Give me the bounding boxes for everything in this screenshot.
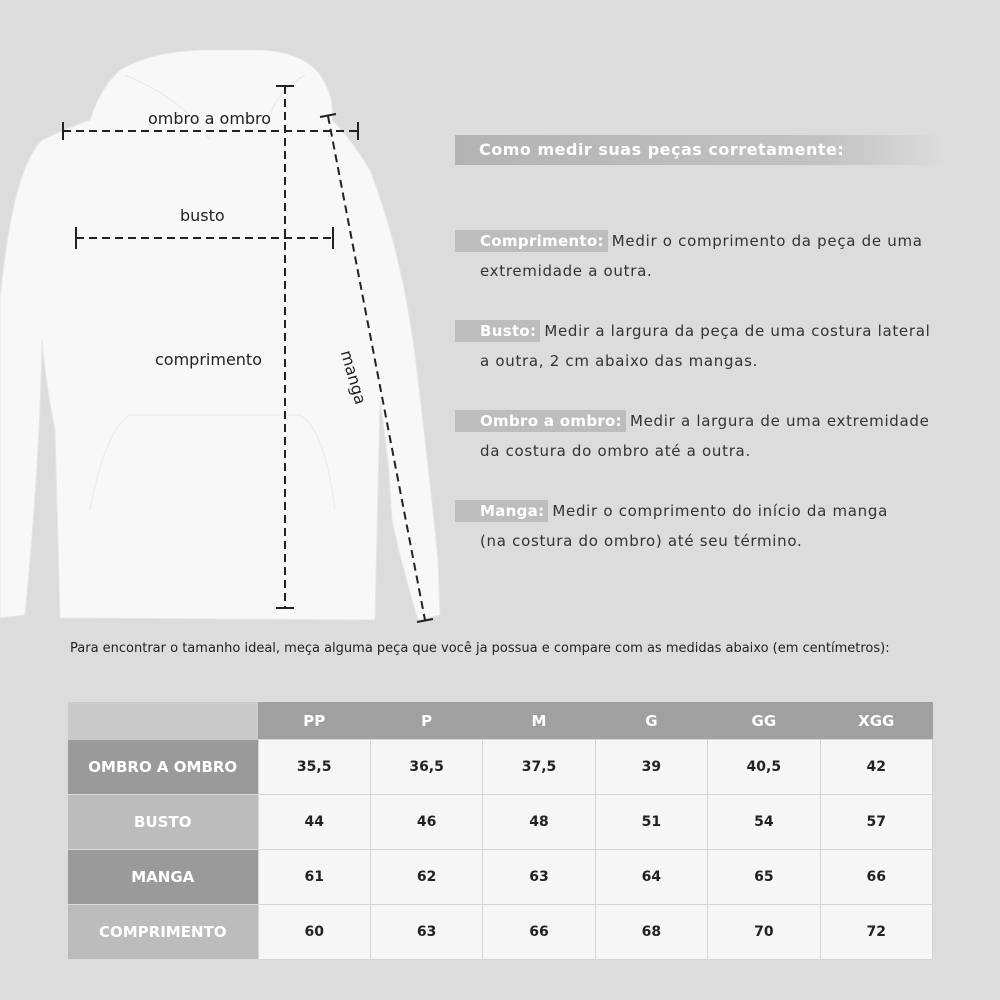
guide-text-cont: (na costura do ombro) até seu término.	[480, 532, 803, 550]
table-cell: 39	[595, 740, 707, 795]
shoulder-label: ombro a ombro	[148, 109, 272, 128]
row-label: MANGA	[68, 849, 258, 904]
table-cell: 37,5	[483, 740, 595, 795]
table-cell: 66	[820, 849, 932, 904]
table-row	[68, 849, 933, 904]
table-cell: 63	[370, 904, 482, 959]
size-header: M	[483, 702, 595, 740]
bust-label: busto	[180, 206, 225, 225]
guide-text-cont: da costura do ombro até a outra.	[480, 442, 751, 460]
table-row	[68, 904, 933, 959]
guide-term: Busto:	[455, 320, 540, 342]
table-cell: 51	[595, 794, 707, 849]
size-header: XGG	[820, 702, 932, 740]
table-cell: 57	[820, 794, 932, 849]
table-cell: 66	[483, 904, 595, 959]
table-cell: 70	[708, 904, 820, 959]
guide-item-ombro	[455, 406, 940, 466]
guide-text: Medir o comprimento da peça de uma	[611, 232, 923, 250]
guide-item-busto	[455, 316, 940, 376]
row-label: BUSTO	[68, 794, 258, 849]
guide-item-comprimento	[455, 226, 940, 286]
hoodie-illustration	[0, 0, 460, 640]
table-row	[68, 740, 933, 795]
table-cell: 48	[483, 794, 595, 849]
table-cell: 68	[595, 904, 707, 959]
size-intro-text: Para encontrar o tamanho ideal, meça alguma peça que você ja possua e compare com as medidas abaixo (em centímetros):	[70, 641, 890, 656]
table-cell: 46	[370, 794, 482, 849]
guide-text: Medir o comprimento do início da manga	[552, 502, 888, 520]
table-cell: 60	[258, 904, 370, 959]
guide-text-cont: extremidade a outra.	[480, 262, 653, 280]
table-cell: 61	[258, 849, 370, 904]
table-cell: 72	[820, 904, 932, 959]
row-label: OMBRO A OMBRO	[68, 740, 258, 795]
row-label: COMPRIMENTO	[68, 904, 258, 959]
table-cell: 63	[483, 849, 595, 904]
guide-item-manga	[455, 496, 940, 556]
table-row	[68, 794, 933, 849]
guide-term: Manga:	[455, 500, 548, 522]
size-table	[68, 702, 933, 960]
table-cell: 40,5	[708, 740, 820, 795]
hoodie-shape	[0, 50, 440, 620]
table-cell: 65	[708, 849, 820, 904]
table-corner	[68, 702, 258, 740]
size-header: GG	[708, 702, 820, 740]
table-cell: 42	[820, 740, 932, 795]
guide-text-cont: a outra, 2 cm abaixo das mangas.	[480, 352, 759, 370]
size-header: G	[595, 702, 707, 740]
table-cell: 64	[595, 849, 707, 904]
guide-title: Como medir suas peças corretamente:	[455, 135, 945, 165]
length-label: comprimento	[155, 350, 262, 369]
table-cell: 35,5	[258, 740, 370, 795]
table-cell: 62	[370, 849, 482, 904]
guide-text: Medir a largura de uma extremidade	[629, 412, 930, 430]
table-cell: 36,5	[370, 740, 482, 795]
guide-text: Medir a largura da peça de uma costura lateral	[544, 322, 931, 340]
size-header: PP	[258, 702, 370, 740]
sleeve-label: manga	[336, 348, 371, 407]
size-header: P	[370, 702, 482, 740]
table-cell: 54	[708, 794, 820, 849]
table-cell: 44	[258, 794, 370, 849]
size-header-row	[68, 702, 933, 740]
guide-term: Comprimento:	[455, 230, 608, 252]
guide-term: Ombro a ombro:	[455, 410, 626, 432]
